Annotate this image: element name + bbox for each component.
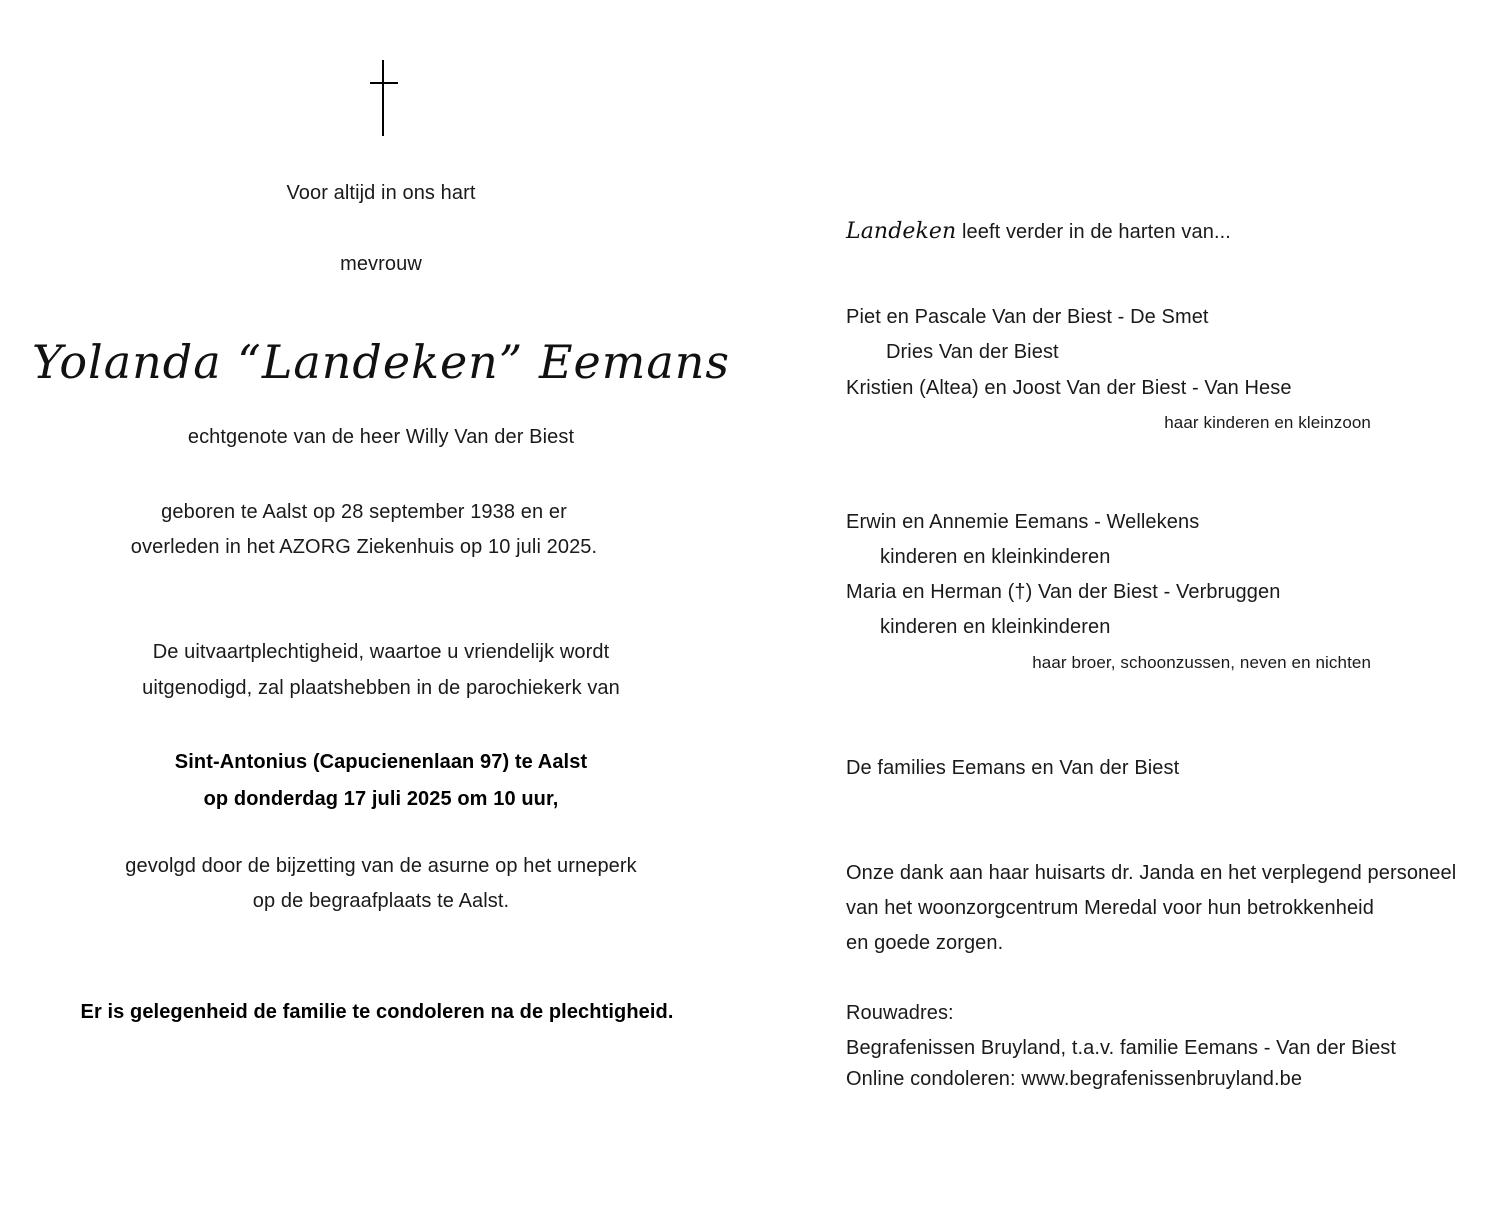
sibling-line-3: Maria en Herman (†) Van der Biest - Verbruggen [846,581,1281,603]
thanks-line-1: Onze dank aan haar huisarts dr. Janda en het verplegend personeel [846,862,1457,884]
church-line: Sint-Antonius (Capucienenlaan 97) te Aalst [174,751,588,773]
address-line: Begrafenissen Bruyland, t.a.v. familie Eemans - Van der Biest [846,1037,1397,1059]
child-line-3: Kristien (Altea) en Joost Van der Biest - Van Hese [846,377,1292,399]
heading-script-name: Landeken [846,219,957,244]
address-label: Rouwadres: [846,1002,954,1024]
thanks-line-2: van het woonzorgcentrum Meredal voor hun betrokkenheid [846,897,1374,919]
heading-text: leeft verder in de harten van... [962,221,1231,243]
families-line: De families Eemans en Van der Biest [846,757,1180,779]
siblings-label: haar broer, schoonzussen, neven en nichten [1032,653,1371,672]
child-line-2: Dries Van der Biest [886,341,1059,363]
deceased-name: Yolanda “Landeken” Eemans [31,335,731,389]
cross-icon [370,60,398,136]
ceremony-line-2: uitgenodigd, zal plaatshebben in de parochiekerk van [142,677,620,699]
ceremony-line-1: De uitvaartplechtigheid, waartoe u vriendelijk wordt [152,641,610,663]
condolence-note: Er is gelegenheid de familie te condoleren na de plechtigheid. [80,1001,674,1023]
sibling-line-2: kinderen en kleinkinderen [880,546,1111,568]
child-line-1: Piet en Pascale Van der Biest - De Smet [846,306,1209,328]
family-heading [846,220,1231,244]
burial-line-2: op de begraafplaats te Aalst. [252,890,510,912]
datetime-line: op donderdag 17 juli 2025 om 10 uur, [203,788,559,810]
motto: Voor altijd in ons hart [286,182,476,204]
honorific: mevrouw [340,253,422,275]
thanks-line-3: en goede zorgen. [846,932,1004,954]
sibling-line-4: kinderen en kleinkinderen [880,616,1111,638]
spouse-line: echtgenote van de heer Willy Van der Biest [187,426,575,448]
birth-line: geboren te Aalst op 28 september 1938 en er [161,501,567,523]
children-label: haar kinderen en kleinzoon [1164,413,1371,432]
online-condolence-line: Online condoleren: www.begrafenissenbruyland.be [846,1068,1303,1090]
death-line: overleden in het AZORG Ziekenhuis op 10 juli 2025. [130,536,598,558]
sibling-line-1: Erwin en Annemie Eemans - Wellekens [846,511,1200,533]
burial-line-1: gevolgd door de bijzetting van de asurne op het urneperk [125,855,637,877]
